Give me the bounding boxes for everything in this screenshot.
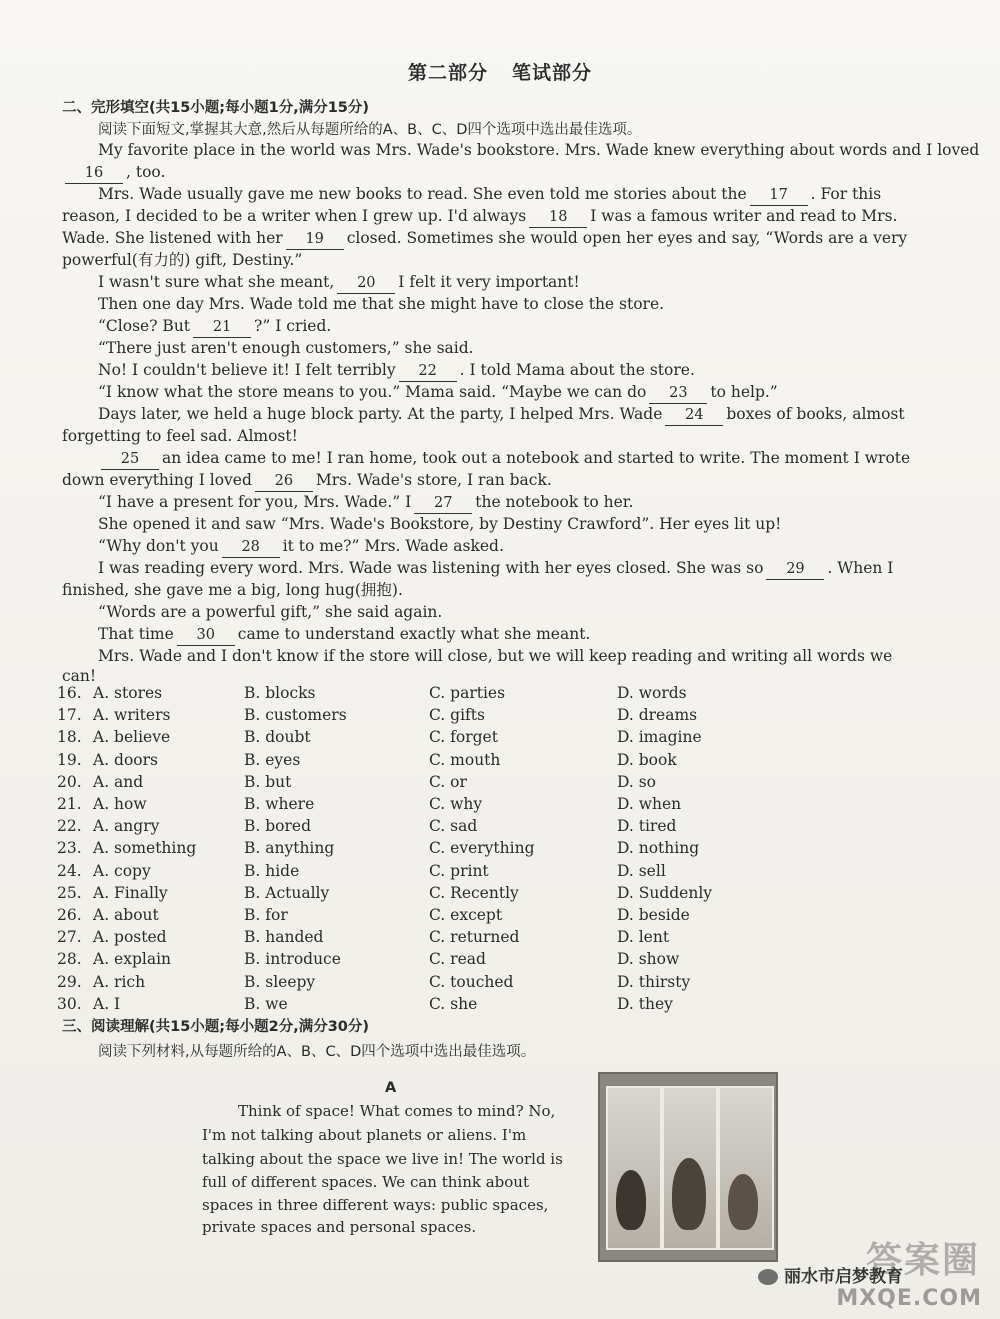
question-number: 18. bbox=[57, 728, 82, 747]
answer-blank: 16 bbox=[65, 163, 123, 184]
option-b: B. customers bbox=[244, 706, 347, 725]
option-c: C. read bbox=[429, 950, 486, 969]
passage-line bbox=[62, 666, 952, 686]
option-d: D. words bbox=[617, 684, 687, 702]
option-d: D. tired bbox=[617, 817, 677, 836]
answer-blank: 19 bbox=[286, 229, 344, 250]
question-number: 28. bbox=[57, 950, 82, 969]
option-c: C. everything bbox=[429, 839, 535, 858]
passage-line bbox=[98, 536, 952, 558]
answer-blank: 18 bbox=[529, 207, 587, 228]
passage-text: . I told Mama about the store. bbox=[459, 361, 695, 379]
option-row bbox=[57, 728, 957, 750]
wechat-icon bbox=[758, 1269, 778, 1285]
passage-text: I wasn't sure what she meant, bbox=[98, 273, 335, 291]
answer-blank: 26 bbox=[255, 471, 313, 492]
question-number: 26. bbox=[57, 906, 82, 924]
passage-text: Then one day Mrs. Wade told me that she might have to close the store. bbox=[98, 295, 665, 313]
option-a: A. about bbox=[93, 906, 159, 924]
option-row bbox=[57, 751, 957, 773]
answer-blank: 30 bbox=[177, 625, 235, 646]
passage-line bbox=[98, 184, 952, 206]
option-a: A. angry bbox=[93, 817, 160, 836]
reading-instruction: 阅读下列材料,从每题所给的A、B、C、D四个选项中选出最佳选项。 bbox=[98, 1044, 536, 1060]
passage-line: full of different spaces. We can think about bbox=[202, 1173, 529, 1191]
passage-line bbox=[62, 426, 952, 446]
wechat-account bbox=[758, 1262, 903, 1287]
passage-text: Mrs. Wade and I don't know if the store will close, but we will keep reading and writing all words we bbox=[98, 647, 893, 665]
option-c: C. why bbox=[429, 795, 483, 813]
option-d: D. nothing bbox=[617, 839, 700, 858]
option-row bbox=[57, 862, 957, 884]
passage-line bbox=[62, 206, 952, 228]
answer-blank: 24 bbox=[665, 405, 723, 426]
page-title bbox=[0, 58, 1000, 85]
passage-text: reason, I decided to be a writer when I grew up. I'd always bbox=[62, 207, 527, 225]
passage-line: talking about the space we live in! The world is bbox=[202, 1150, 563, 1168]
question-number: 23. bbox=[57, 839, 82, 858]
option-b: B. doubt bbox=[244, 728, 311, 747]
option-a: A. believe bbox=[93, 728, 171, 747]
question-number: 25. bbox=[57, 883, 82, 902]
passage-text: I felt it very important! bbox=[398, 273, 580, 291]
passage-text: “Why don't you bbox=[98, 537, 219, 555]
passage-line bbox=[62, 162, 952, 184]
option-c: C. she bbox=[429, 994, 478, 1013]
passage-text: came to understand exactly what she meant. bbox=[237, 625, 591, 643]
option-row bbox=[57, 706, 957, 728]
passage-text: boxes of books, almost bbox=[726, 405, 905, 423]
option-row bbox=[57, 773, 957, 795]
option-a: A. explain bbox=[93, 950, 172, 969]
question-number: 19. bbox=[57, 750, 82, 769]
option-b: B. blocks bbox=[244, 684, 316, 702]
child-figure bbox=[616, 1170, 646, 1230]
passage-line bbox=[62, 470, 952, 492]
part-name: 笔试部分 bbox=[512, 62, 593, 84]
option-c: C. gifts bbox=[429, 706, 485, 725]
passage-line bbox=[98, 624, 952, 646]
question-number: 27. bbox=[57, 928, 82, 947]
option-c: C. forget bbox=[429, 728, 498, 747]
cloze-options bbox=[57, 684, 957, 1029]
passage-text: Mrs. Wade's store, I ran back. bbox=[315, 471, 552, 489]
option-b: B. hide bbox=[244, 861, 300, 880]
passage-label: A bbox=[385, 1080, 397, 1096]
question-number: 24. bbox=[57, 861, 82, 880]
passage-line bbox=[98, 646, 952, 666]
option-d: D. so bbox=[617, 772, 657, 791]
passage-photo bbox=[598, 1072, 778, 1262]
option-d: D. when bbox=[617, 795, 682, 813]
option-b: B. Actually bbox=[244, 883, 330, 902]
option-d: D. thirsty bbox=[617, 972, 691, 991]
option-d: D. book bbox=[617, 750, 677, 769]
passage-text: No! I couldn't believe it! I felt terribly bbox=[98, 361, 396, 379]
option-b: B. sleepy bbox=[244, 972, 316, 991]
passage-line bbox=[62, 580, 952, 600]
option-c: C. Recently bbox=[429, 883, 519, 902]
answer-blank: 29 bbox=[766, 559, 824, 580]
watermark-url: MXQE.COM bbox=[836, 1286, 982, 1311]
option-c: C. mouth bbox=[429, 750, 501, 769]
passage-line bbox=[98, 338, 952, 358]
option-c: C. print bbox=[429, 861, 489, 880]
passage-text: . When I bbox=[827, 559, 894, 577]
option-c: C. parties bbox=[429, 684, 506, 702]
option-a: A. posted bbox=[93, 928, 167, 947]
option-b: B. eyes bbox=[244, 750, 301, 769]
option-b: B. we bbox=[244, 994, 288, 1013]
part-label: 第二部分 bbox=[407, 62, 488, 84]
passage-text: closed. Sometimes she would open her eyes and say, “Words are a very bbox=[346, 229, 908, 247]
passage-text: to help.” bbox=[710, 383, 778, 401]
passage-line bbox=[98, 492, 952, 514]
passage-line bbox=[98, 558, 952, 580]
passage-line: Think of space! What comes to mind? No, bbox=[238, 1102, 556, 1120]
question-number: 30. bbox=[57, 994, 82, 1013]
passage-text: She opened it and saw “Mrs. Wade's Bookstore, by Destiny Crawford”. Her eyes lit up! bbox=[98, 515, 782, 533]
passage-text: “Words are a powerful gift,” she said again. bbox=[98, 603, 443, 621]
option-d: D. lent bbox=[617, 928, 670, 947]
option-row bbox=[57, 884, 957, 906]
passage-text: . For this bbox=[810, 185, 882, 203]
passage-text: I was reading every word. Mrs. Wade was listening with her eyes closed. She was so bbox=[98, 559, 764, 577]
option-b: B. anything bbox=[244, 839, 335, 858]
option-a: A. copy bbox=[93, 861, 151, 880]
option-a: A. writers bbox=[93, 706, 171, 725]
reading-heading: 三、阅读理解(共15小题;每小题2分,满分30分) bbox=[62, 1019, 370, 1035]
passage-text: My favorite place in the world was Mrs. Wade's bookstore. Mrs. Wade knew everything about words and I loved bbox=[98, 141, 980, 159]
option-row bbox=[57, 928, 957, 950]
option-a: A. and bbox=[93, 772, 144, 791]
option-b: B. handed bbox=[244, 928, 324, 947]
passage-line bbox=[98, 360, 952, 382]
option-b: B. where bbox=[244, 795, 315, 813]
cloze-heading: 二、完形填空(共15小题;每小题1分,满分15分) bbox=[62, 100, 370, 116]
watermark-brand: 答案圈 bbox=[865, 1240, 980, 1281]
passage-line bbox=[98, 448, 952, 470]
option-a: A. rich bbox=[93, 972, 146, 991]
answer-blank: 22 bbox=[399, 361, 457, 382]
passage-text: “Close? But bbox=[98, 317, 191, 335]
passage-line bbox=[62, 228, 952, 250]
option-d: D. Suddenly bbox=[617, 883, 713, 902]
passage-text: Mrs. Wade usually gave me new books to read. She even told me stories about the bbox=[98, 185, 747, 203]
answer-blank: 20 bbox=[337, 273, 395, 294]
passage-text: , too. bbox=[126, 163, 166, 181]
question-number: 21. bbox=[57, 795, 82, 813]
option-a: A. something bbox=[93, 839, 197, 858]
passage-text: “I have a present for you, Mrs. Wade.” I bbox=[98, 493, 412, 511]
option-row bbox=[57, 839, 957, 861]
option-d: D. show bbox=[617, 950, 680, 969]
watermark bbox=[758, 1232, 988, 1312]
option-b: B. for bbox=[244, 906, 288, 924]
passage-line bbox=[98, 514, 952, 534]
answer-blank: 28 bbox=[222, 537, 280, 558]
child-figure bbox=[728, 1174, 758, 1230]
passage-line bbox=[98, 294, 952, 314]
passage-line bbox=[98, 602, 952, 622]
question-number: 16. bbox=[57, 684, 82, 702]
passage-line: I'm not talking about planets or aliens. I'm bbox=[202, 1126, 527, 1144]
child-figure bbox=[672, 1158, 706, 1230]
option-row bbox=[57, 906, 957, 928]
option-c: C. sad bbox=[429, 817, 478, 836]
passage-text: That time bbox=[98, 625, 174, 643]
question-number: 17. bbox=[57, 706, 82, 725]
passage-line bbox=[98, 316, 952, 338]
passage-text: ?” I cried. bbox=[254, 317, 332, 335]
option-b: B. introduce bbox=[244, 950, 341, 969]
option-d: D. sell bbox=[617, 861, 666, 880]
question-number: 20. bbox=[57, 772, 82, 791]
option-row bbox=[57, 684, 957, 706]
passage-text: an idea came to me! I ran home, took out a notebook and started to write. The moment I wrote bbox=[162, 449, 911, 467]
question-number: 29. bbox=[57, 972, 82, 991]
passage-text: Wade. She listened with her bbox=[62, 229, 283, 247]
option-row bbox=[57, 795, 957, 817]
option-d: D. dreams bbox=[617, 706, 698, 725]
question-number: 22. bbox=[57, 817, 82, 836]
option-c: C. touched bbox=[429, 972, 514, 991]
option-d: D. beside bbox=[617, 906, 690, 924]
passage-line bbox=[98, 404, 952, 426]
option-c: C. except bbox=[429, 906, 503, 924]
passage-text: it to me?” Mrs. Wade asked. bbox=[282, 537, 504, 555]
option-b: B. but bbox=[244, 772, 292, 791]
answer-blank: 21 bbox=[193, 317, 251, 338]
passage-line bbox=[98, 272, 952, 294]
option-b: B. bored bbox=[244, 817, 312, 836]
answer-blank: 23 bbox=[649, 383, 707, 404]
option-a: A. how bbox=[93, 795, 147, 813]
passage-line bbox=[98, 382, 952, 404]
passage-line bbox=[62, 250, 952, 270]
passage-line: spaces in three different ways: public spaces, bbox=[202, 1196, 549, 1214]
answer-blank: 27 bbox=[414, 493, 472, 514]
passage-text: forgetting to feel sad. Almost! bbox=[62, 427, 298, 445]
passage-text: powerful(有力的) gift, Destiny.” bbox=[62, 251, 303, 269]
passage-text: “I know what the store means to you.” Mama said. “Maybe we can do bbox=[98, 383, 647, 401]
passage-text: I was a famous writer and read to Mrs. bbox=[590, 207, 898, 225]
passage-text: can! bbox=[62, 667, 97, 685]
answer-blank: 17 bbox=[750, 185, 808, 206]
option-a: A. stores bbox=[93, 684, 163, 702]
passage-text: “There just aren't enough customers,” she said. bbox=[98, 339, 474, 357]
option-a: A. doors bbox=[93, 750, 158, 769]
passage-text: Days later, we held a huge block party. At the party, I helped Mrs. Wade bbox=[98, 405, 663, 423]
option-d: D. imagine bbox=[617, 728, 702, 747]
passage-line: private spaces and personal spaces. bbox=[202, 1218, 477, 1236]
cloze-instruction: 阅读下面短文,掌握其大意,然后从每题所给的A、B、C、D四个选项中选出最佳选项。 bbox=[98, 122, 642, 138]
passage-text: down everything I loved bbox=[62, 471, 252, 489]
option-d: D. they bbox=[617, 994, 673, 1013]
option-a: A. Finally bbox=[93, 883, 168, 902]
option-row bbox=[57, 950, 957, 972]
option-row bbox=[57, 973, 957, 995]
passage-text: finished, she gave me a big, long hug(拥抱). bbox=[62, 581, 403, 599]
answer-blank: 25 bbox=[101, 449, 159, 470]
option-row bbox=[57, 817, 957, 839]
option-c: C. or bbox=[429, 772, 467, 791]
option-row bbox=[57, 995, 957, 1017]
option-c: C. returned bbox=[429, 928, 520, 947]
wechat-account-name: 丽水市启梦教育 bbox=[784, 1267, 903, 1287]
passage-line bbox=[98, 140, 980, 160]
passage-text: the notebook to her. bbox=[475, 493, 634, 511]
option-a: A. I bbox=[93, 994, 121, 1013]
